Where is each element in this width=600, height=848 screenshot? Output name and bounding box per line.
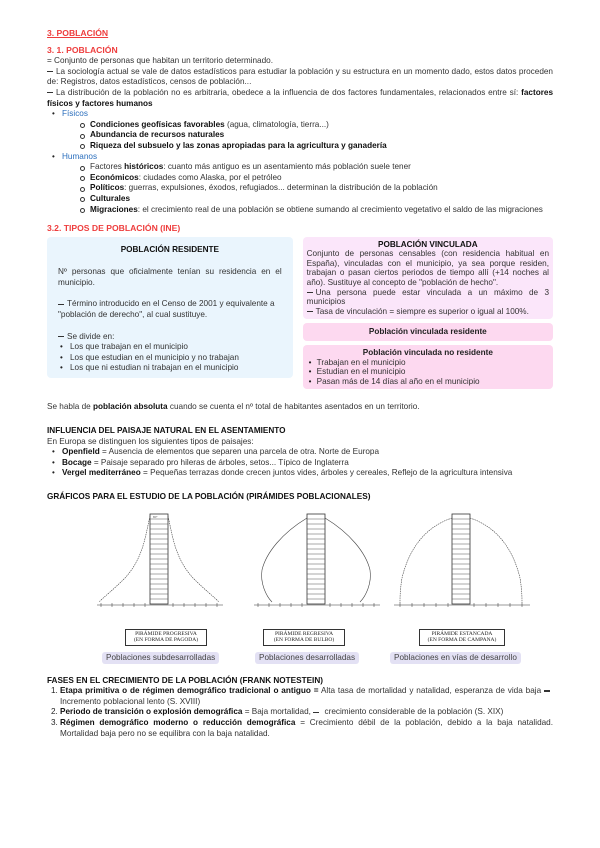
vinculada-residente-box bbox=[303, 323, 553, 341]
residente-def: Nº personas que oficialmente tenían su residencia en el municipio. bbox=[58, 267, 282, 287]
residente-term: Término introducido en el Censo de 2001 y equivalente a "población de derecho", al cual sustituye. bbox=[58, 299, 275, 320]
vinculada-column bbox=[303, 237, 553, 390]
vinculada-residente-title: Población vinculada residente bbox=[368, 327, 487, 337]
list-item: • Openfield = Ausencia de elementos que separen una parcela de otra. Norte de Europa bbox=[47, 447, 553, 458]
list-item: 3. Régimen demográfico moderno o reducción demográfica = Crecimiento débil de la población, debido a la baja natalidad. Mortalidad baja pero no se equilibra con la baja natalidad. bbox=[51, 717, 554, 738]
list-item: Culturales bbox=[62, 194, 553, 205]
dash-icon bbox=[58, 336, 64, 337]
fases-heading: FASES EN EL CRECIMIENTO DE LA POBLACIÓN (FRANK NOTESTEIN) bbox=[47, 675, 323, 685]
residente-list bbox=[58, 342, 282, 374]
list-item-fisicos: • Físicos Condiciones geofísicas favorables (agua, climatología, tierra...) Abundancia de recursos naturales Riqueza del subsuelo y las zonas apropiadas para la agricultura y ganadería bbox=[47, 109, 553, 151]
list-item: Migraciones: el crecimiento real de una población se obtiene sumando al crecimiento vegetativo el saldo de las migraciones bbox=[62, 205, 553, 216]
vinculada-no-residente-box bbox=[303, 345, 553, 389]
paisajes-list bbox=[47, 447, 553, 479]
vinculada-box bbox=[303, 237, 553, 320]
vinculada-title: POBLACIÓN VINCULADA bbox=[378, 239, 478, 249]
list-item: Abundancia de recursos naturales bbox=[62, 130, 553, 141]
document-page bbox=[47, 28, 553, 739]
tag-subdesarrolladas: Poblaciones subdesarrolladas bbox=[102, 652, 219, 665]
residente-box bbox=[47, 237, 293, 378]
list-item: • Pasan más de 14 días al año en el municipio bbox=[307, 377, 549, 387]
list-item: 2. Periodo de transición o explosión demográfica = Baja mortalidad, crecimiento considerable de la población (S. XIX) bbox=[51, 707, 504, 717]
list-item: • Vergel mediterráneo = Pequeñas terrazas donde crecen juntos vides, árboles y cereales, Reflejo de la agricultura intensiva bbox=[47, 468, 553, 479]
influencia-heading: INFLUENCIA DEL PAISAJE NATURAL EN EL ASENTAMIENTO bbox=[47, 426, 286, 435]
dash-icon bbox=[307, 311, 313, 312]
dash-icon bbox=[313, 712, 319, 713]
dash-icon bbox=[47, 71, 53, 72]
list-item: Políticos: guerras, expulsiones, éxodos, refugiados... determinan la distribución de la población bbox=[62, 183, 553, 194]
pyramid-progresiva-chart bbox=[95, 508, 225, 620]
section-32-heading: 3.2. TIPOS DE POBLACIÓN (INE) bbox=[47, 223, 181, 234]
list-item: • Trabajan en el municipio bbox=[307, 358, 549, 368]
pyramid-caption-estancada: PIRÁMIDE ESTANCADA (EN FORMA DE CAMPANA) bbox=[419, 629, 505, 646]
tag-vias-desarrollo: Poblaciones en vías de desarrollo bbox=[390, 652, 521, 665]
list-item: • Bocage = Paisaje separado pro hileras de árboles, setos... Típico de Inglaterra bbox=[47, 458, 553, 469]
paragraph-sociologia: La sociología actual se vale de datos estadísticos para estudiar la población y su estructura en un momento dado, estos datos proceden de: Registros, datos estadísticos, censos de población... bbox=[47, 66, 553, 87]
vinculada-max: Una persona puede estar vinculada a un máximo de 3 municipios bbox=[306, 287, 549, 307]
dash-icon bbox=[307, 292, 313, 293]
definition-text: = Conjunto de personas que habitan un territorio determinado. bbox=[47, 56, 273, 66]
pyramid-caption-progresiva: PIRÁMIDE PROGRESIVA (EN FORMA DE PAGODA) bbox=[125, 629, 207, 646]
dash-icon bbox=[58, 304, 64, 305]
section-31-heading: 3. 1. POBLACIÓN bbox=[47, 44, 118, 55]
list-item: 1. Etapa primitiva o de régimen demográfico tradicional o antiguo = Alta tasa de mortalidad y natalidad, esperanza de vida baja Incremento poblacional lento (S. XVIII) bbox=[47, 686, 553, 707]
dash-icon bbox=[47, 92, 53, 93]
svg-text:65+: 65+ bbox=[153, 514, 158, 519]
pyramid-progresiva bbox=[95, 508, 225, 620]
vinculada-tasa: Tasa de vinculación = siempre es superior o igual al 100%. bbox=[307, 307, 549, 317]
fases-list bbox=[47, 686, 553, 739]
main-heading: 3. POBLACIÓN bbox=[47, 28, 109, 38]
list-item: • Los que estudian en el municipio y no trabajan bbox=[58, 353, 282, 364]
list-item-humanos: • Humanos Factores históricos: cuanto más antiguo es un asentamiento más población suele tener Económicos: ciudades como Alaska, por el petróleo Políticos: guerras, expulsiones, éxodos, refugiados... determinan la distribución de la población Culturales Migraciones: el crecimiento real de una población se obtiene sumando al crecimiento vegetativo el saldo de las migraciones bbox=[47, 152, 553, 216]
list-item: • Los que ni estudian ni trabajan en el municipio bbox=[58, 363, 282, 374]
pyramid-estancada-chart bbox=[392, 508, 532, 620]
humanos-sublist bbox=[62, 162, 553, 215]
pyramid-regresiva bbox=[252, 508, 382, 620]
factors-list bbox=[47, 109, 553, 215]
population-types-row bbox=[47, 237, 553, 390]
influencia-intro: En Europa se distinguen los siguientes tipos de paisajes: bbox=[47, 436, 254, 446]
absoluta-text: Se habla de población absoluta cuando se cuenta el nº total de habitantes asentados en un territorio. bbox=[47, 402, 420, 412]
list-item: • Estudian en el municipio bbox=[307, 367, 549, 377]
tag-desarrolladas: Poblaciones desarrolladas bbox=[255, 652, 359, 665]
paragraph-distribucion: La distribución de la población no es arbitraria, obedece a la influencia de dos factores fundamentales, relacionados entre sí: factores físicos y factores humanos bbox=[47, 87, 553, 108]
list-item: • Los que trabajan en el municipio bbox=[58, 342, 282, 353]
pyramid-estancada bbox=[392, 508, 532, 620]
pyramid-caption-regresiva: PIRÁMIDE REGRESIVA (EN FORMA DE BULBO) bbox=[263, 629, 345, 646]
list-item: Factores históricos: cuanto más antiguo es un asentamiento más población suele tener bbox=[62, 162, 553, 173]
no-residente-list bbox=[307, 358, 549, 387]
list-item: Condiciones geofísicas favorables (agua, climatología, tierra...) bbox=[62, 120, 553, 131]
vinculada-no-residente-title: Población vinculada no residente bbox=[362, 348, 493, 358]
pyramid-regresiva-chart bbox=[252, 508, 382, 620]
residente-divide: Se divide en: bbox=[58, 332, 282, 343]
graficos-heading: GRÁFICOS PARA EL ESTUDIO DE LA POBLACIÓN (PIRÁMIDES POBLACIONALES) bbox=[47, 491, 371, 501]
residente-title: POBLACIÓN RESIDENTE bbox=[120, 244, 219, 254]
dash-icon bbox=[544, 690, 550, 691]
pyramids-row bbox=[47, 508, 553, 670]
list-item: Económicos: ciudades como Alaska, por el petróleo bbox=[62, 173, 553, 184]
list-item: Riqueza del subsuelo y las zonas apropiadas para la agricultura y ganadería bbox=[62, 141, 553, 152]
fisicos-sublist bbox=[62, 120, 553, 152]
vinculada-def: Conjunto de personas censables (con residencia habitual en España), vinculadas con el municipio, ya sea porque residen, trabajan o pasan ciertos periodos de tiempo allí (+14 noches al año). Sustituye al concepto de "población de hecho". bbox=[306, 249, 549, 288]
